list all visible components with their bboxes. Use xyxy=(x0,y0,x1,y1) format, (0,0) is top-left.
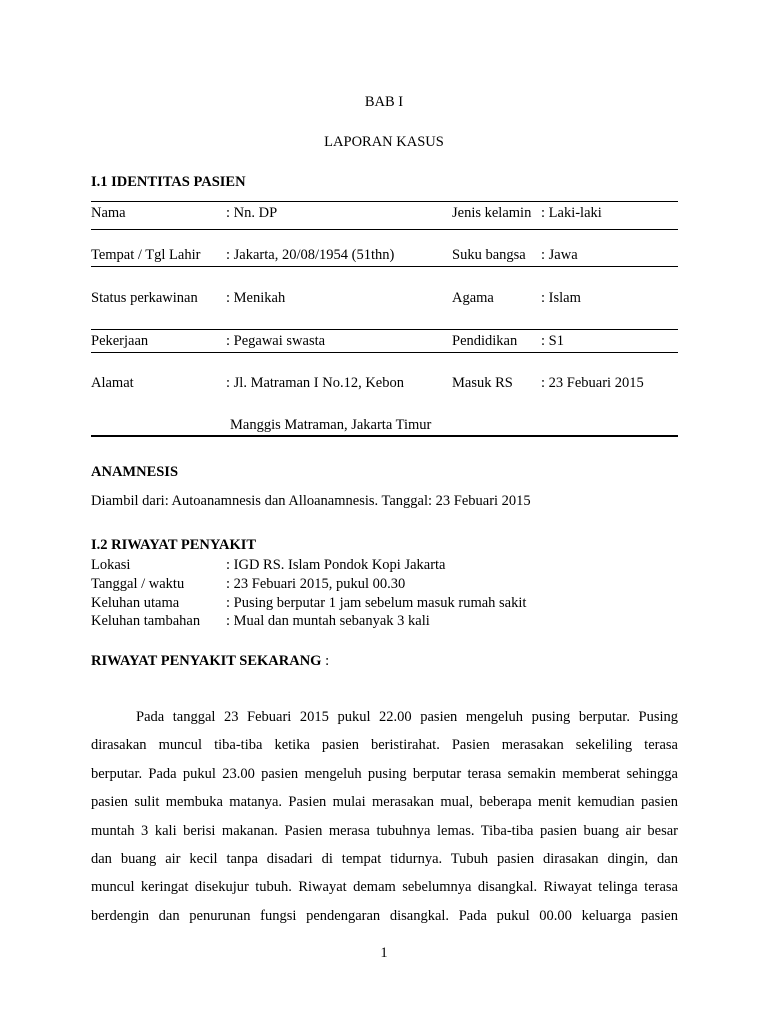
history-value: : Mual dan muntah sebanyak 3 kali xyxy=(226,613,430,629)
row-label: Jenis kelamin xyxy=(452,205,532,221)
row-label: Suku bangsa xyxy=(452,247,526,263)
row-value: : Jl. Matraman I No.12, Kebon xyxy=(226,375,404,391)
history-value: : 23 Febuari 2015, pukul 00.30 xyxy=(226,576,406,592)
report-title: LAPORAN KASUS xyxy=(324,134,444,150)
current-heading-suffix: : xyxy=(321,653,330,669)
paragraph-line: dirasakan muncul tiba-tiba ketika pasien beristirahat. Pasien merasakan sekeliling terasa xyxy=(91,737,678,754)
row-label: Status perkawinan xyxy=(91,290,198,306)
history-label: Tanggal / waktu xyxy=(91,576,185,592)
history-label: Lokasi xyxy=(91,557,131,573)
history-label: Keluhan tambahan xyxy=(91,613,201,629)
paragraph-line: muntah 3 kali berisi makanan. Pasien merasa tubuhnya lemas. Tiba-tiba pasien buang air besar xyxy=(91,822,678,839)
paragraph-line: Pada tanggal 23 Febuari 2015 pukul 22.00 pasien mengeluh pusing berputar. Pusing xyxy=(136,709,678,725)
current-heading-line xyxy=(91,653,329,670)
history-label: Keluhan utama xyxy=(91,595,180,611)
chapter-title: BAB I xyxy=(364,94,404,110)
row-divider xyxy=(91,329,678,330)
row-label: Masuk RS xyxy=(452,375,513,391)
row-value: : Islam xyxy=(541,290,581,306)
paragraph-line: berdengin dan penurunan fungsi pendengaran disangkal. Pada pukul 00.00 keluarga pasien xyxy=(91,907,678,924)
table-bottom-rule xyxy=(91,435,678,437)
history-heading: I.2 RIWAYAT PENYAKIT xyxy=(91,537,257,553)
current-paragraph xyxy=(91,703,678,930)
paragraph-line: berputar. Pada pukul 23.00 pasien mengeluh pusing berputar terasa semakin memberat sehingga xyxy=(91,765,678,782)
anamnesis-heading: ANAMNESIS xyxy=(91,464,179,480)
row-divider xyxy=(91,352,678,353)
row-value: : 23 Febuari 2015 xyxy=(541,375,644,391)
row-value: : Jakarta, 20/08/1954 (51thn) xyxy=(226,247,395,263)
identity-heading: I.1 IDENTITAS PASIEN xyxy=(91,174,246,190)
row-divider xyxy=(91,266,678,267)
row-value: : Jawa xyxy=(541,247,578,263)
row-divider xyxy=(91,229,678,230)
row-label: Tempat / Tgl Lahir xyxy=(91,247,201,263)
row-value: : S1 xyxy=(541,333,564,349)
row-value: : Nn. DP xyxy=(226,205,278,221)
row-label: Pekerjaan xyxy=(91,333,149,349)
current-heading: RIWAYAT PENYAKIT SEKARANG xyxy=(91,653,322,669)
row-value: : Pegawai swasta xyxy=(226,333,326,349)
paragraph-line: dan buang air kecil tanpa disadari di tempat tidurnya. Tubuh pasien dirasakan dingin, dan xyxy=(91,851,678,868)
row-label: Agama xyxy=(452,290,494,306)
history-value: : Pusing berputar 1 jam sebelum masuk rumah sakit xyxy=(226,595,527,611)
table-top-rule xyxy=(91,201,678,202)
row-label: Alamat xyxy=(91,375,134,391)
address-continuation: Manggis Matraman, Jakarta Timur xyxy=(230,417,432,433)
row-value: : Laki-laki xyxy=(541,205,602,221)
paragraph-line: pasien sulit membuka matanya. Pasien mulai merasakan mual, beberapa menit kemudian pasien xyxy=(91,794,678,811)
row-value: : Menikah xyxy=(226,290,286,306)
anamnesis-text: Diambil dari: Autoanamnesis dan Alloanamnesis. Tanggal: 23 Febuari 2015 xyxy=(91,493,531,509)
row-label: Nama xyxy=(91,205,126,221)
paragraph-line: muncul keringat disekujur tubuh. Riwayat demam sebelumnya disangkal. Riwayat telinga terasa xyxy=(91,879,678,896)
history-value: : IGD RS. Islam Pondok Kopi Jakarta xyxy=(226,557,446,573)
row-label: Pendidikan xyxy=(452,333,518,349)
page-number: 1 xyxy=(380,945,388,961)
